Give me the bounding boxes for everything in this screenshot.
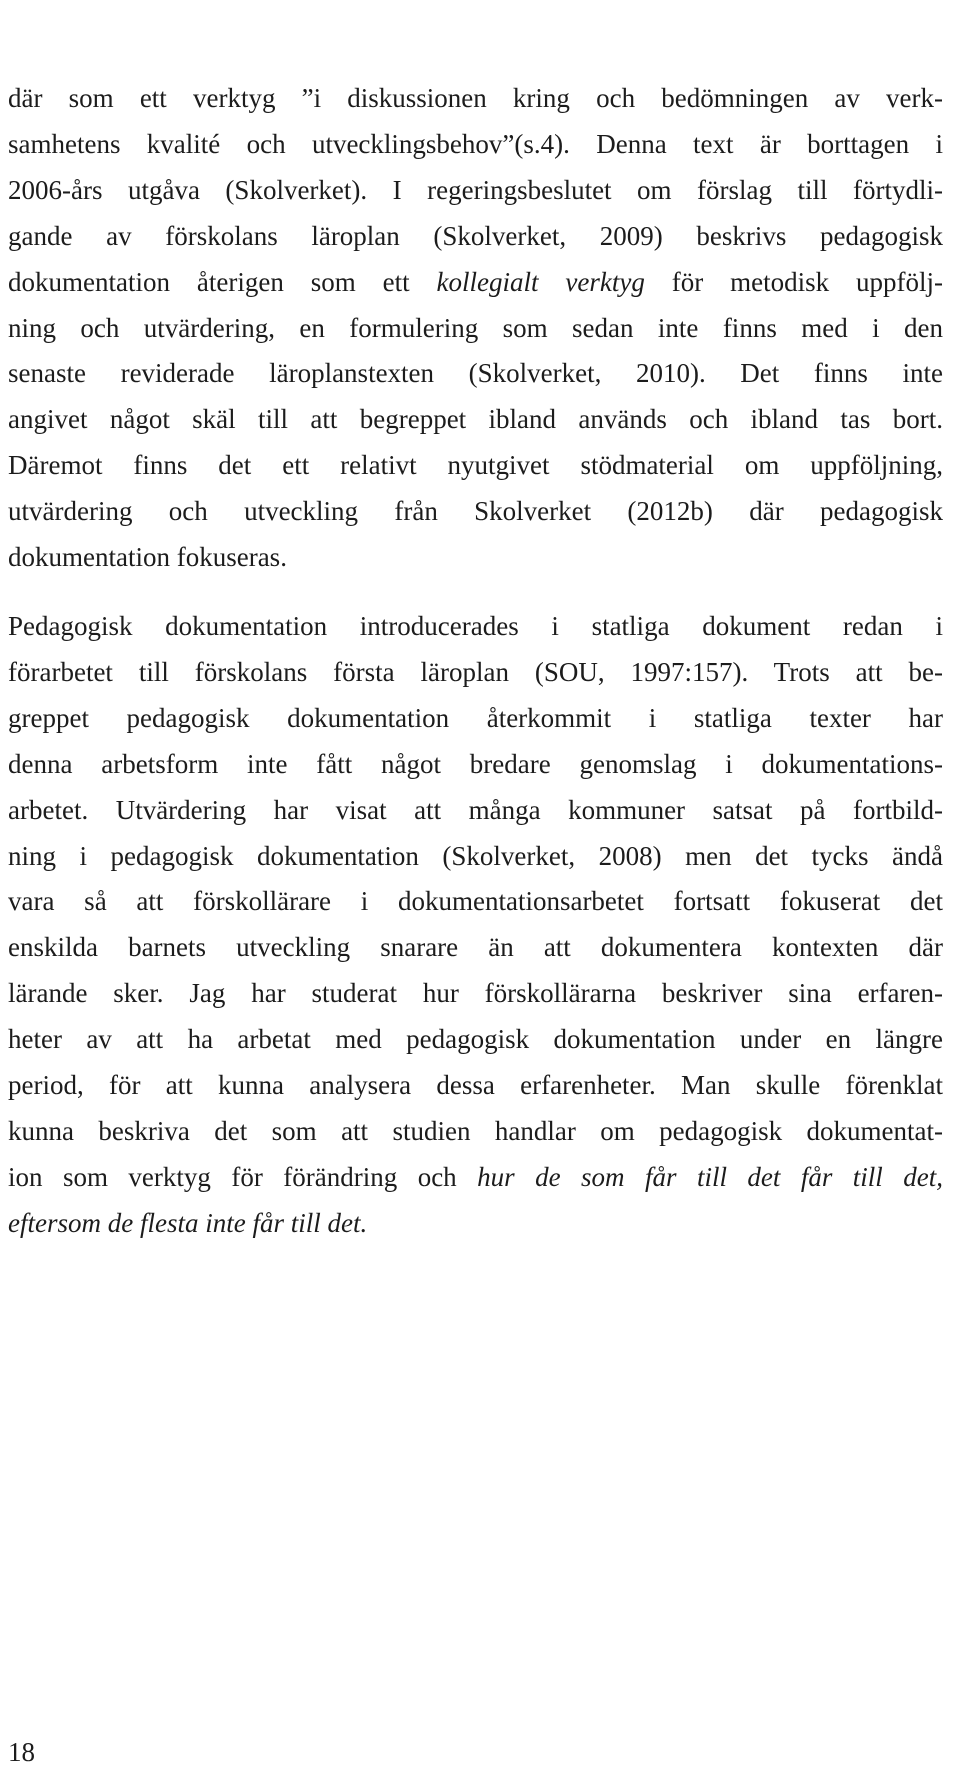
text-line	[8, 541, 287, 573]
text-line	[8, 610, 943, 642]
text-run: heter av att ha arbetat med pedagogisk dokumentation under en längre	[8, 1024, 943, 1055]
text-run: vara så att förskollärare i dokumentationsarbetet fortsatt fokuserat det	[8, 886, 943, 917]
italic-text-run: eftersom de flesta inte får till det.	[8, 1207, 368, 1238]
text-run: senaste reviderade läroplanstexten (Skolverket, 2010). Det finns inte	[8, 358, 943, 389]
text-line	[8, 449, 943, 481]
page-number: 18	[8, 1737, 35, 1767]
text-run: där som ett verktyg ”i diskussionen kring och bedömningen av verk-	[8, 83, 943, 113]
text-run: lärande sker. Jag har studerat hur förskollärarna beskriver sina erfaren-	[8, 978, 943, 1009]
text-run: enskilda barnets utveckling snarare än att dokumentera kontexten där	[8, 932, 943, 963]
text-line	[8, 656, 943, 688]
text-line	[8, 82, 943, 114]
text-line	[8, 1069, 943, 1101]
italic-text-run: hur de som får till det får till det,	[477, 1161, 943, 1192]
text-run: denna arbetsform inte fått något bredare genomslag i dokumentations-	[8, 748, 943, 779]
text-line	[8, 312, 943, 344]
text-line	[8, 977, 943, 1009]
text-run: period, för att kunna analysera dessa erfarenheter. Man skulle förenklat	[8, 1070, 943, 1100]
text-line	[8, 885, 943, 917]
text-line	[8, 1023, 943, 1055]
text-line	[8, 1115, 943, 1147]
italic-text-run: kollegialt verktyg	[436, 266, 645, 297]
text-line	[8, 931, 943, 963]
text-run: utvärdering och utveckling från Skolverket (2012b) där pedagogisk	[8, 496, 943, 527]
text-line	[8, 794, 943, 826]
text-run: angivet något skäl till att begreppet ibland används och ibland tas bort.	[8, 404, 943, 435]
text-run: samhetens kvalité och utvecklingsbehov”(s.4). Denna text är borttagen i	[8, 128, 943, 159]
text-run: greppet pedagogisk dokumentation återkommit i statliga texter har	[8, 702, 943, 733]
text-line	[8, 748, 943, 780]
text-run: Däremot finns det ett relativt nyutgivet stödmaterial om uppföljning,	[8, 450, 943, 481]
text-run: för metodisk uppfölj-	[644, 266, 944, 297]
text-run: förarbetet till förskolans första läroplan (SOU, 1997:157). Trots att be-	[8, 656, 943, 687]
text-line	[8, 220, 943, 252]
text-run: Pedagogisk dokumentation introducerades i statliga dokument redan i	[8, 611, 943, 641]
text-run: ning i pedagogisk dokumentation (Skolverket, 2008) men det tycks ändå	[8, 840, 943, 871]
text-line	[8, 495, 943, 527]
text-run: dokumentation återigen som ett	[8, 266, 437, 297]
text-line	[8, 702, 943, 734]
text-run: gande av förskolans läroplan (Skolverket, 2009) beskrivs pedagogisk	[8, 220, 943, 251]
text-line	[8, 357, 943, 389]
text-line	[8, 128, 943, 160]
text-run: kunna beskriva det som att studien handlar om pedagogisk dokumentat-	[8, 1115, 943, 1146]
text-line	[8, 840, 943, 872]
text-run: arbetet. Utvärdering har visat att många kommuner satsat på fortbild-	[8, 794, 943, 825]
text-line	[8, 174, 943, 206]
text-line	[8, 1161, 943, 1193]
text-run: ion som verktyg för förändring och	[8, 1161, 478, 1192]
text-line	[8, 1207, 367, 1239]
text-line	[8, 266, 943, 298]
text-run: ning och utvärdering, en formulering som sedan inte finns med i den	[8, 312, 943, 343]
text-run: 2006-års utgåva (Skolverket). I regeringsbeslutet om förslag till förtydli-	[8, 174, 943, 205]
text-line	[8, 403, 943, 435]
text-run: dokumentation fokuseras.	[8, 542, 287, 572]
